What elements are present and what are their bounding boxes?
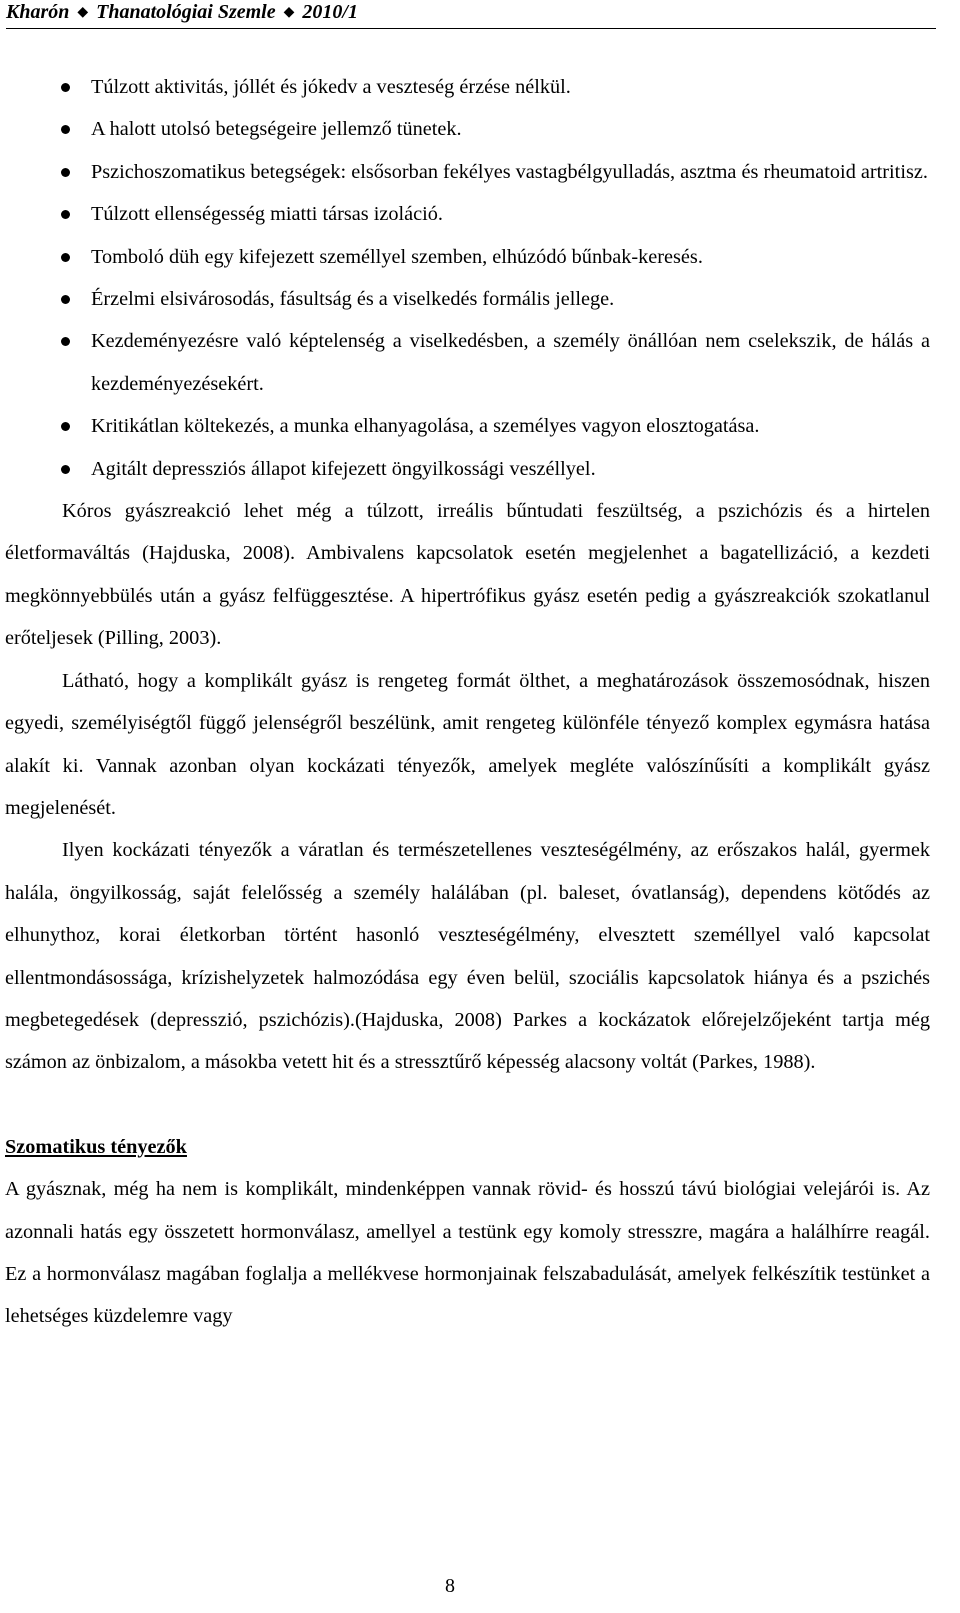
list-item <box>5 236 930 278</box>
list-item <box>5 320 930 405</box>
list-item <box>5 193 930 235</box>
diamond-separator-icon: ◆ <box>283 5 295 20</box>
running-header <box>6 0 936 29</box>
list-item <box>5 108 930 150</box>
journal-issue: 2010/1 <box>302 1 358 23</box>
list-item-text: Pszichoszomatikus betegségek: elsősorban fekélyes vastagbélgyulladás, asztma és rheumatoid artritisz. <box>91 160 928 183</box>
bullet-icon <box>61 422 70 431</box>
list-item-text: A halott utolsó betegségeire jellemző tünetek. <box>91 118 462 141</box>
bullet-icon <box>61 253 70 262</box>
bullet-icon <box>61 337 70 346</box>
journal-subtitle: Thanatológiai Szemle <box>96 1 276 23</box>
bullet-icon <box>61 83 70 92</box>
list-item-text: Agitált depressziós állapot kifejezett öngyilkossági veszéllyel. <box>91 457 596 480</box>
bullet-icon <box>61 465 70 474</box>
list-item <box>5 448 930 490</box>
list-item-text: Túlzott ellenségesség miatti társas izoláció. <box>91 203 443 226</box>
bullet-icon <box>61 295 70 304</box>
bullet-icon <box>61 168 70 177</box>
list-item-text: Kritikátlan költekezés, a munka elhanyagolása, a személyes vagyon elosztogatása. <box>91 415 760 438</box>
list-item-text: Túlzott aktivitás, jóllét és jókedv a veszteség érzése nélkül. <box>91 76 571 98</box>
section-heading: Szomatikus tényezők <box>5 1135 187 1158</box>
list-item-text: Kezdeményezésre való képtelenség a viselkedésben, a személy önállóan nem cselekszik, de hálás a kezdeményezésekért. <box>91 330 930 395</box>
section-paragraph: A gyásznak, még ha nem is komplikált, mindenképpen vannak rövid- és hosszú távú biológiai velejárói is. Az azonnali hatás egy összetett hormonválasz, amellyel a testünk egy komoly stresszre, magára a halálhírre reagál. Ez a hormonválasz magában foglalja a mellékvese hormonjainak felszabadulását, amelyek felkészítik testünket a lehetséges küzdelemre vagy <box>5 1178 930 1328</box>
list-item <box>5 278 930 320</box>
list-item-text: Tomboló düh egy kifejezett személlyel szemben, elhúzódó bűnbak-keresés. <box>91 245 703 268</box>
diamond-separator-icon: ◆ <box>77 5 89 20</box>
list-item-text: Érzelmi elsivárosodás, fásultság és a viselkedés formális jellege. <box>91 288 615 311</box>
symptom-list <box>5 66 930 490</box>
bullet-icon <box>61 125 70 134</box>
list-item <box>5 405 930 447</box>
body-paragraph: Látható, hogy a komplikált gyász is rengeteg formát ölthet, a meghatározások összemosódnak, hiszen egyedi, személyiségtől függő jelenségről beszélünk, amit rengeteg különféle tényező komplex egymásra hatása alakít ki. Vannak azonban olyan kockázati tényezők, amelyek megléte valószínűsíti a komplikált gyász megjelenését. <box>5 669 930 819</box>
page-body <box>5 66 930 1338</box>
bullet-icon <box>61 210 70 219</box>
body-paragraph: Ilyen kockázati tényezők a váratlan és természetellenes veszteségélmény, az erőszakos halál, gyermek halála, öngyilkosság, saját felelősség a személy halálában (pl. baleset, óvatlanság), dependens kötődés az elhunythoz, korai életkorban történt hasonló veszteségélmény, elvesztett személlyel való kapcsolat ellentmondásossága, krízishelyzetek halmozódása egy éven belül, szociális kapcsolatok hiánya és a pszichés megbetegedések (depresszió, pszichózis).(Hajduska, 2008) Parkes a kockázatok előrejelzőjeként tartja még számon az önbizalom, a másokba vetett hit és a stressztűrő képesség alacsony voltát (Parkes, 1988). <box>5 839 930 1074</box>
page-number: 8 <box>445 1575 455 1597</box>
list-item <box>5 151 930 193</box>
list-item <box>5 66 930 108</box>
body-paragraph: Kóros gyászreakció lehet még a túlzott, irreális bűntudati feszültség, a pszichózis és a hirtelen életformaváltás (Hajduska, 2008). Ambivalens kapcsolatok esetén megjelenhet a bagatellizáció, a kezdeti megkönnyebbülés után a gyász felfüggesztése. A hipertrófikus gyász esetén pedig a gyászreakciók szokatlanul erőteljesek (Pilling, 2003). <box>5 500 930 650</box>
journal-title: Kharón <box>6 1 70 23</box>
section-spacer <box>5 1084 930 1126</box>
